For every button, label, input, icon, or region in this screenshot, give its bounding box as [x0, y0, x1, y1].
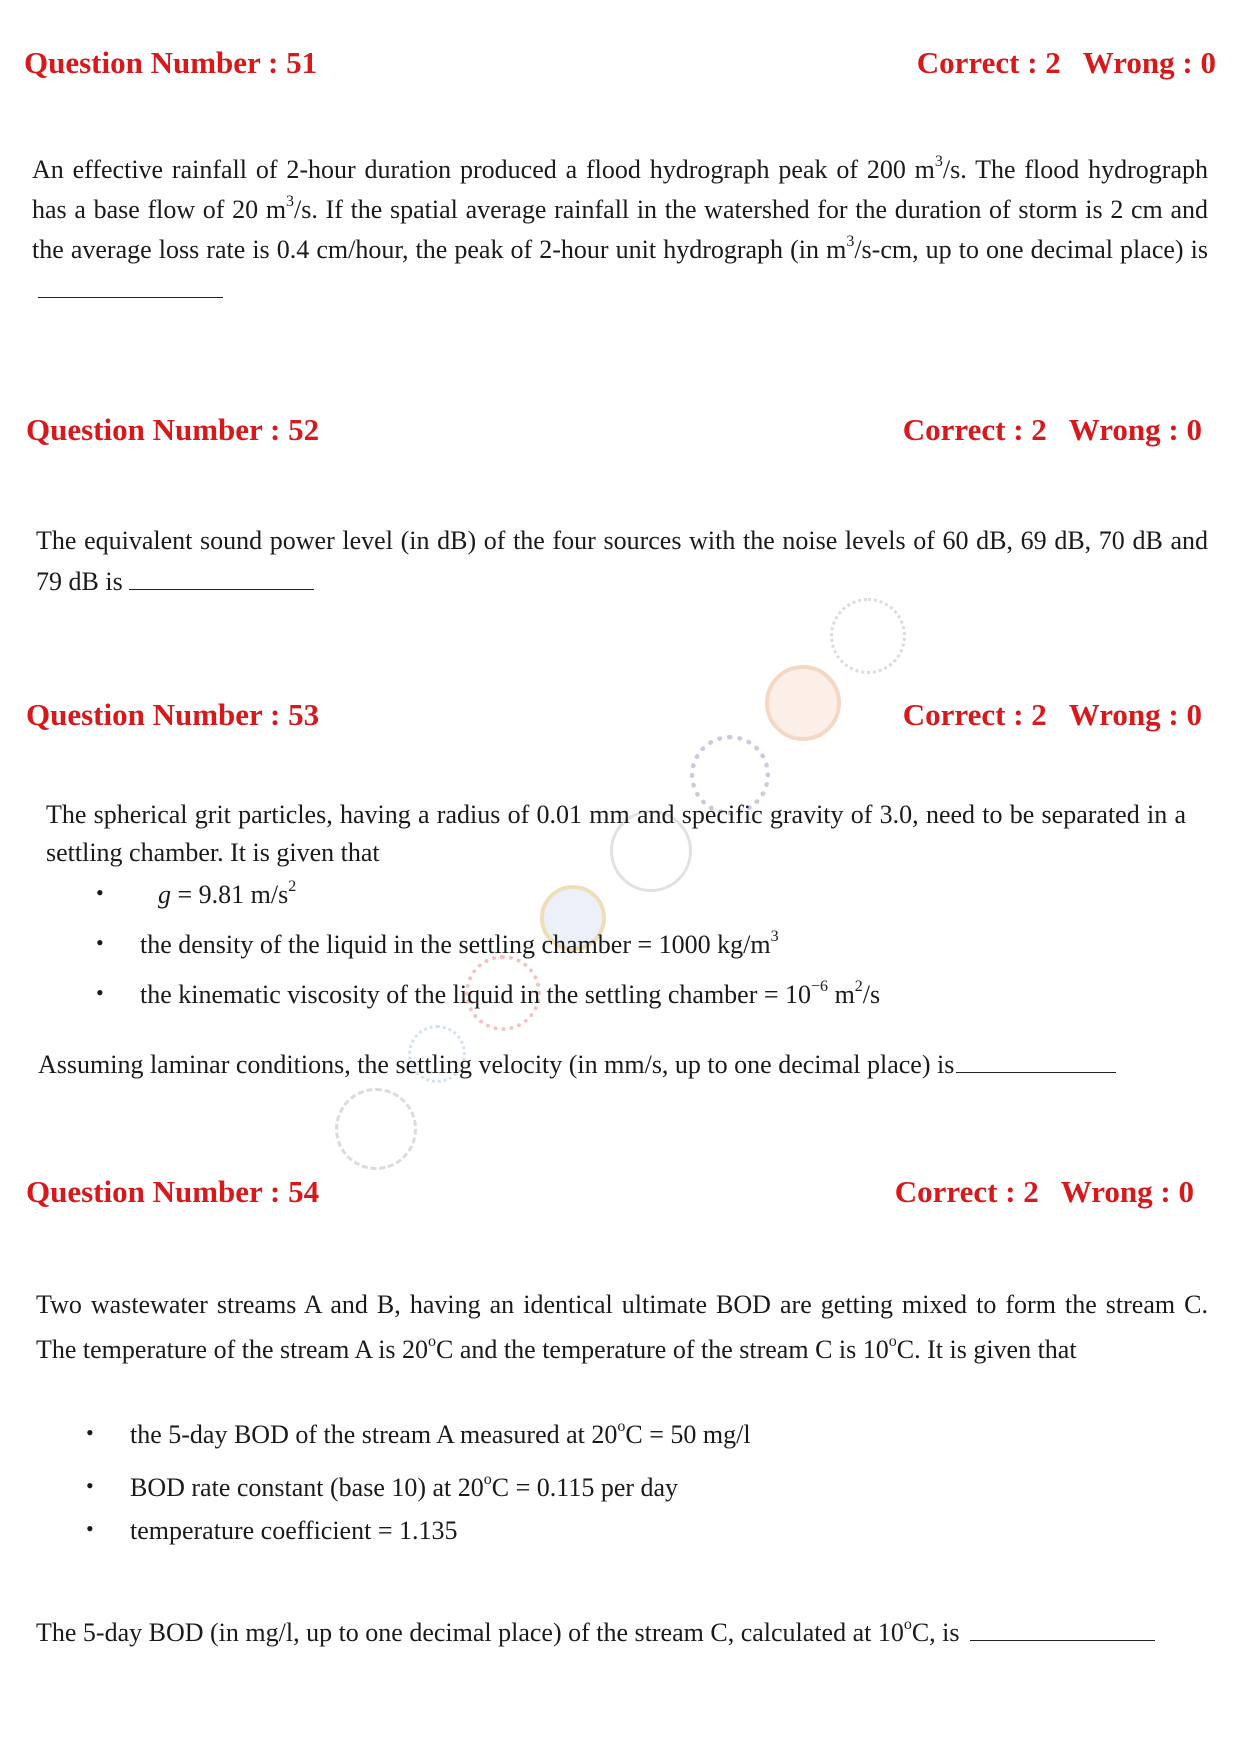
list-item: • BOD rate constant (base 10) at $20^oC = 0.115$ per day — [86, 1471, 679, 1502]
list-item: • temperature coefficient = 1.135 — [86, 1516, 458, 1545]
question-51-number: Question Number : 51 — [24, 45, 318, 80]
question-51-marks — [917, 45, 1216, 81]
question-54-correct: Correct : 2 — [894, 1174, 1039, 1209]
question-52-correct: Correct : 2 — [902, 412, 1047, 447]
list-item: • the kinematic viscosity of the liquid in the settling chamber = $10^{-6}$ $m^2/s$ — [96, 978, 881, 1009]
question-54-number: Question Number : 54 — [26, 1174, 320, 1209]
question-53-wrong: Wrong : 0 — [1068, 697, 1202, 732]
question-54-header — [0, 1174, 1240, 1214]
question-51-wrong: Wrong : 0 — [1082, 45, 1216, 80]
question-53-marks — [903, 697, 1202, 733]
question-52-number: Question Number : 52 — [26, 412, 320, 447]
list-item: • the 5-day BOD of the stream A measured at $20^oC = 50$ mg/l — [86, 1418, 751, 1449]
question-53-number: Question Number : 53 — [26, 697, 320, 732]
question-54-question: The 5-day BOD (in mg/l, up to one decimal place) of the stream C, calculated at 10$^o$C, is — [36, 1610, 1208, 1656]
question-51-correct: Correct : 2 — [916, 45, 1061, 80]
question-54-marks — [895, 1174, 1194, 1210]
question-53-question: Assuming laminar conditions, the settling velocity (in mm/s, up to one decimal place) is — [38, 1046, 1208, 1084]
question-54-intro: Two wastewater streams A and B, having an identical ultimate BOD are getting mixed to form the stream C. The temperature of the stream A is 20$^o$C and the temperature of the stream C is 10$^o$C. It is given that — [36, 1290, 1208, 1364]
question-51-text: An effective rainfall of 2-hour duration produced a flood hydrograph peak of 200 $m^3/s$. The flood hydrograph has a base flow of 20 $m^3/s$. If the spatial average rainfall in the watershed for the duration of storm is 2 cm and the average loss rate is 0.4 cm/hour, the peak of 2-hour unit hydrograph (in $m^3/s-cm$, up to one decimal place) is — [32, 150, 1208, 310]
answer-blank-53[interactable] — [956, 1048, 1116, 1073]
answer-blank-52[interactable] — [129, 565, 314, 590]
question-53-correct: Correct : 2 — [902, 697, 1047, 732]
question-52-text: The equivalent sound power level (in dB) of the four sources with the noise levels of 60 dB, 69 dB, 70 dB and 79 dB is — [36, 526, 1208, 596]
question-52-marks — [903, 412, 1202, 448]
list-item: • g = 9.81 $m/s^2$ — [96, 878, 297, 909]
question-53-given-list — [96, 880, 1196, 1030]
question-51-header — [0, 45, 1240, 85]
question-52-header — [0, 412, 1240, 452]
list-item: • the density of the liquid in the settling chamber = 1000 $kg/m^3$ — [96, 928, 779, 959]
question-53-header — [0, 697, 1240, 737]
question-52-wrong: Wrong : 0 — [1068, 412, 1202, 447]
answer-blank-54[interactable] — [970, 1616, 1155, 1641]
watermark-seal-1 — [830, 598, 906, 674]
question-54-given-list — [86, 1420, 1186, 1559]
question-53-intro: The spherical grit particles, having a radius of 0.01 mm and specific gravity of 3.0, need to be separated in a settling chamber. It is given that — [46, 800, 1186, 867]
answer-blank-51[interactable] — [38, 273, 223, 298]
question-54-wrong: Wrong : 0 — [1060, 1174, 1194, 1209]
watermark-seal-8 — [335, 1088, 417, 1170]
